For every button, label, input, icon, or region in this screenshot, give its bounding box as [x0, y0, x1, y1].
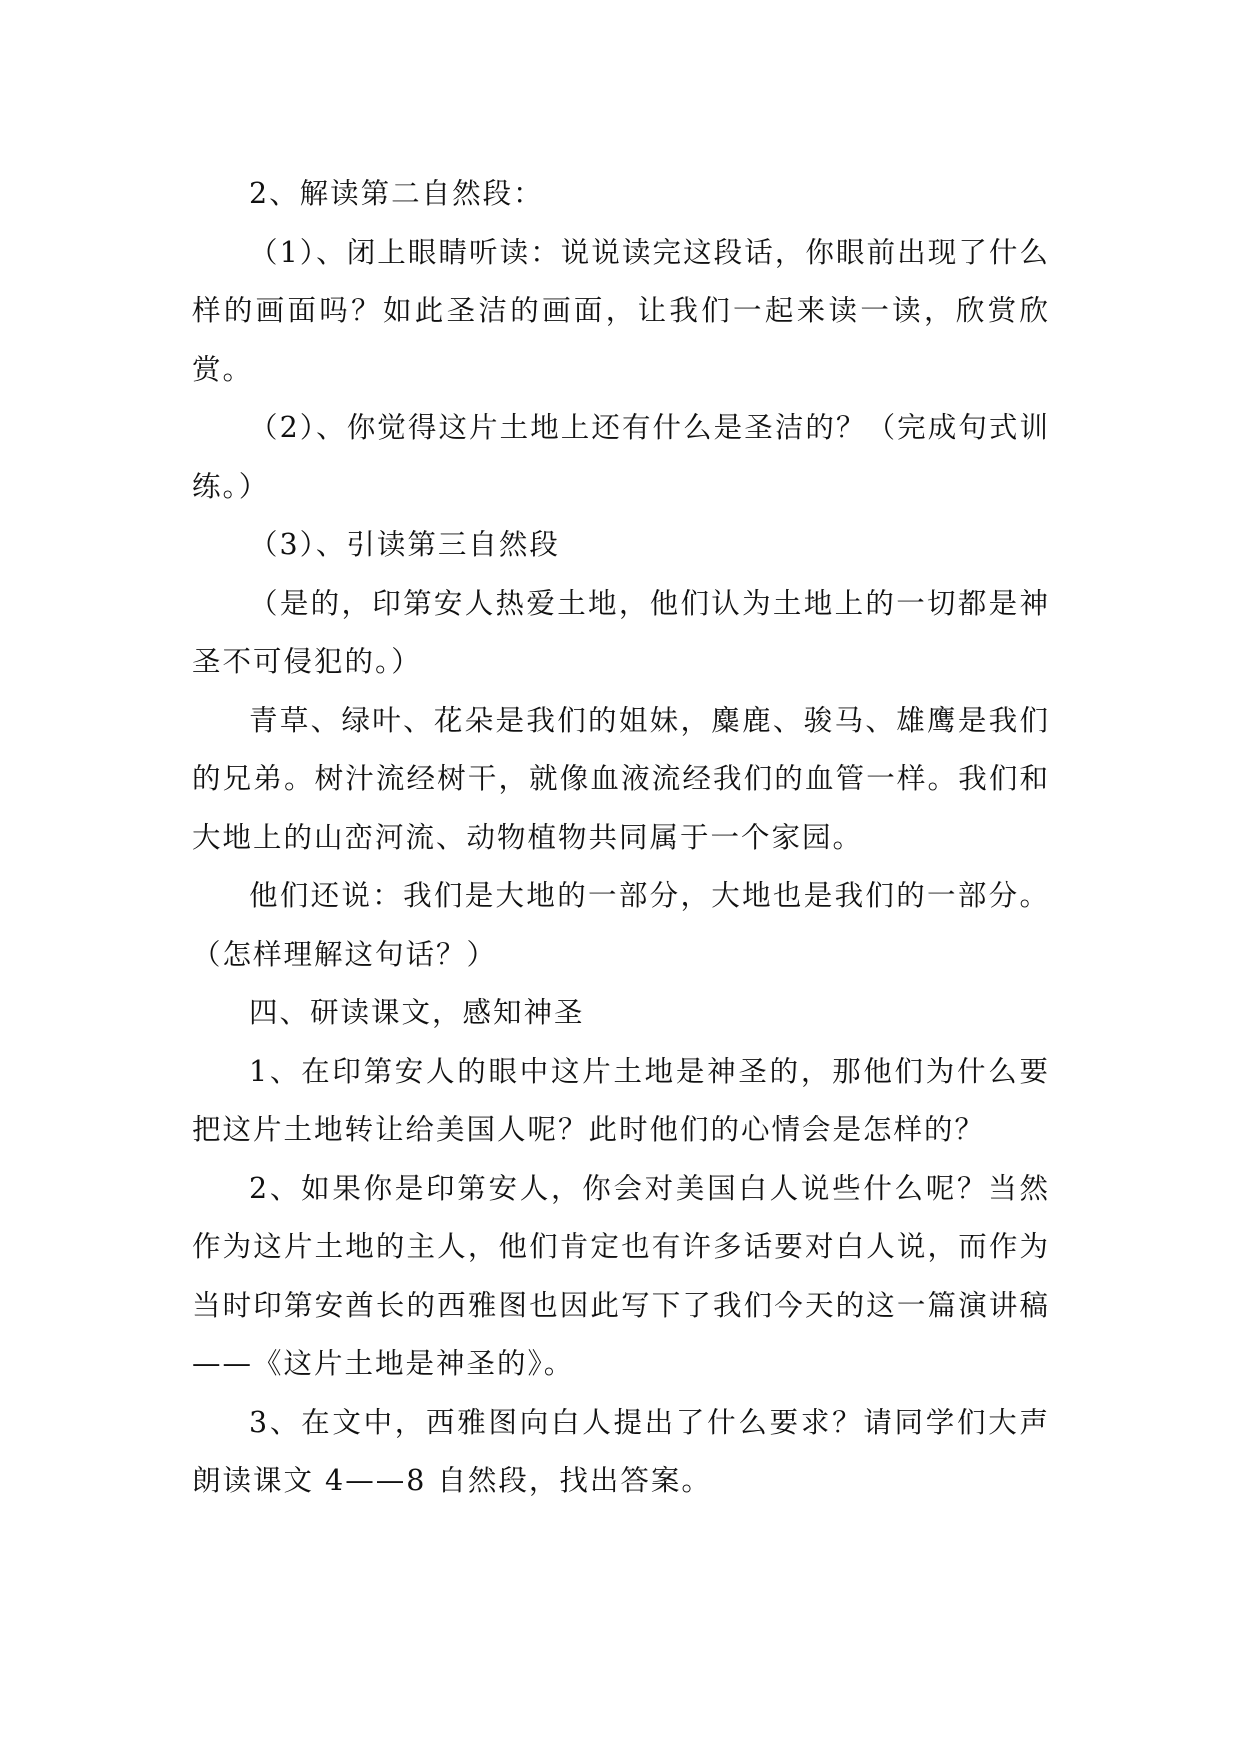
paragraph-explanation: （是的，印第安人热爱土地，他们认为土地上的一切都是神圣不可侵犯的。） — [192, 586, 1050, 678]
paragraph-quote-earth: 他们还说：我们是大地的一部分，大地也是我们的一部分。（怎样理解这句话？） — [192, 879, 1050, 971]
paragraph-item-2: （2）、你觉得这片土地上还有什么是圣洁的？（完成句式训练。） — [192, 411, 1050, 503]
paragraph-question-3: 3、在文中，西雅图向白人提出了什么要求？请同学们大声朗读课文 4——8 自然段，找出答案。 — [192, 1405, 1050, 1497]
paragraph-section-2-heading: 2、解读第二自然段： — [249, 177, 544, 210]
paragraph-item-1: （1）、闭上眼睛听读：说说读完这段话，你眼前出现了什么样的画面吗？如此圣洁的画面，让我们一起来读一读，欣赏欣赏。 — [192, 235, 1050, 386]
paragraph-question-2: 2、如果你是印第安人，你会对美国白人说些什么呢？当然作为这片土地的主人，他们肯定也有许多话要对白人说，而作为当时印第安酋长的西雅图也因此写下了我们今天的这一篇演讲稿——《这片土地是神圣的》。 — [192, 1171, 1050, 1380]
paragraph-question-1: 1、在印第安人的眼中这片土地是神圣的，那他们为什么要把这片土地转让给美国人呢？此时他们的心情会是怎样的？ — [192, 1054, 1050, 1146]
section-heading-four: 四、研读课文，感知神圣 — [249, 996, 585, 1029]
paragraph-item-3: （3）、引读第三自然段 — [249, 528, 560, 561]
document-body — [192, 165, 1050, 1511]
paragraph-quote-siblings: 青草、绿叶、花朵是我们的姐妹，麋鹿、骏马、雄鹰是我们的兄弟。树汁流经树干，就像血液流经我们的血管一样。我们和大地上的山峦河流、动物植物共同属于一个家园。 — [192, 703, 1050, 854]
